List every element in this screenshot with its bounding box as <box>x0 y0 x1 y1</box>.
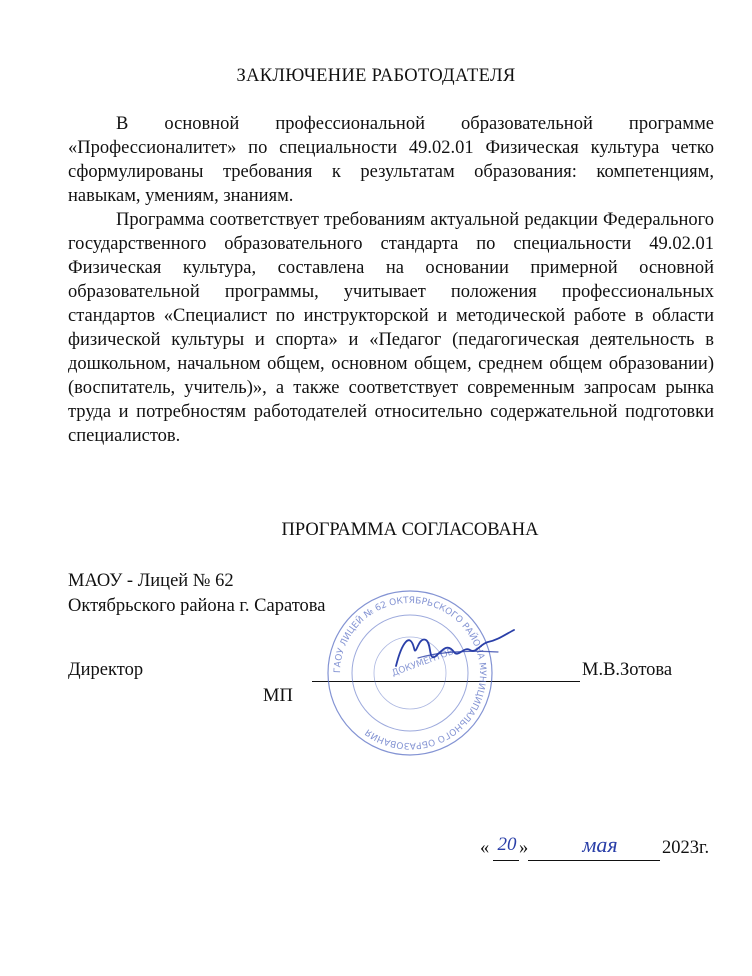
stamp-center-text: ДОКУМЕНТОВ <box>390 647 456 679</box>
date-day-underline <box>493 860 519 861</box>
date-day: 20 <box>497 834 517 855</box>
stamp-ring-text: ГАОУ ЛИЦЕЙ № 62 ОКТЯБРЬСКОГО РАЙОНА МУНИЦИПАЛЬНОГО ОБРАЗОВАНИЯ <box>332 595 488 751</box>
organization-name: МАОУ - Лицей № 62 <box>68 571 234 591</box>
date-month-underline <box>528 860 660 861</box>
date-open-quote: « <box>480 838 490 858</box>
approval-heading: ПРОГРАММА СОГЛАСОВАНА <box>281 520 539 540</box>
date-close-quote: » <box>519 838 529 858</box>
date-month: мая <box>582 832 618 857</box>
stamp-place-label: МП <box>263 686 293 706</box>
paragraph-2: Программа соответствует требованиям актуальной редакции Федерального государственного образовательного стандарта по специальности 49.02.01 Физическая культура, составлена на основании примерной основной образовательной программы, учитывает положения профессиональных стандартов «Специалист по инструкторской и методической работе в области физической культуры и спорта» и «Педагог (педагогическая деятельность в дошкольном, начальном общем, основном общем, среднем общем образовании) (воспитатель, учитель)», а также соответствует современным запросам рынка труда и потребностям работодателей относительно содержательной подготовки специалистов. <box>68 210 714 446</box>
document-body <box>68 112 714 448</box>
director-signature-icon <box>388 622 518 682</box>
director-name: М.В.Зотова <box>582 660 673 680</box>
paragraph-1: В основной профессиональной образовательной программе «Профессионалитет» по специальности 49.02.01 Физическая культура четко сформулированы требования к результатам образования: компетенциям, навыкам, умениям, знаниям. <box>68 114 714 206</box>
director-label: Директор <box>68 660 144 680</box>
organization-district: Октябрьского района г. Саратова <box>68 596 326 616</box>
date-year: 2023г. <box>662 838 710 858</box>
document-title: ЗАКЛЮЧЕНИЕ РАБОТОДАТЕЛЯ <box>236 66 516 86</box>
